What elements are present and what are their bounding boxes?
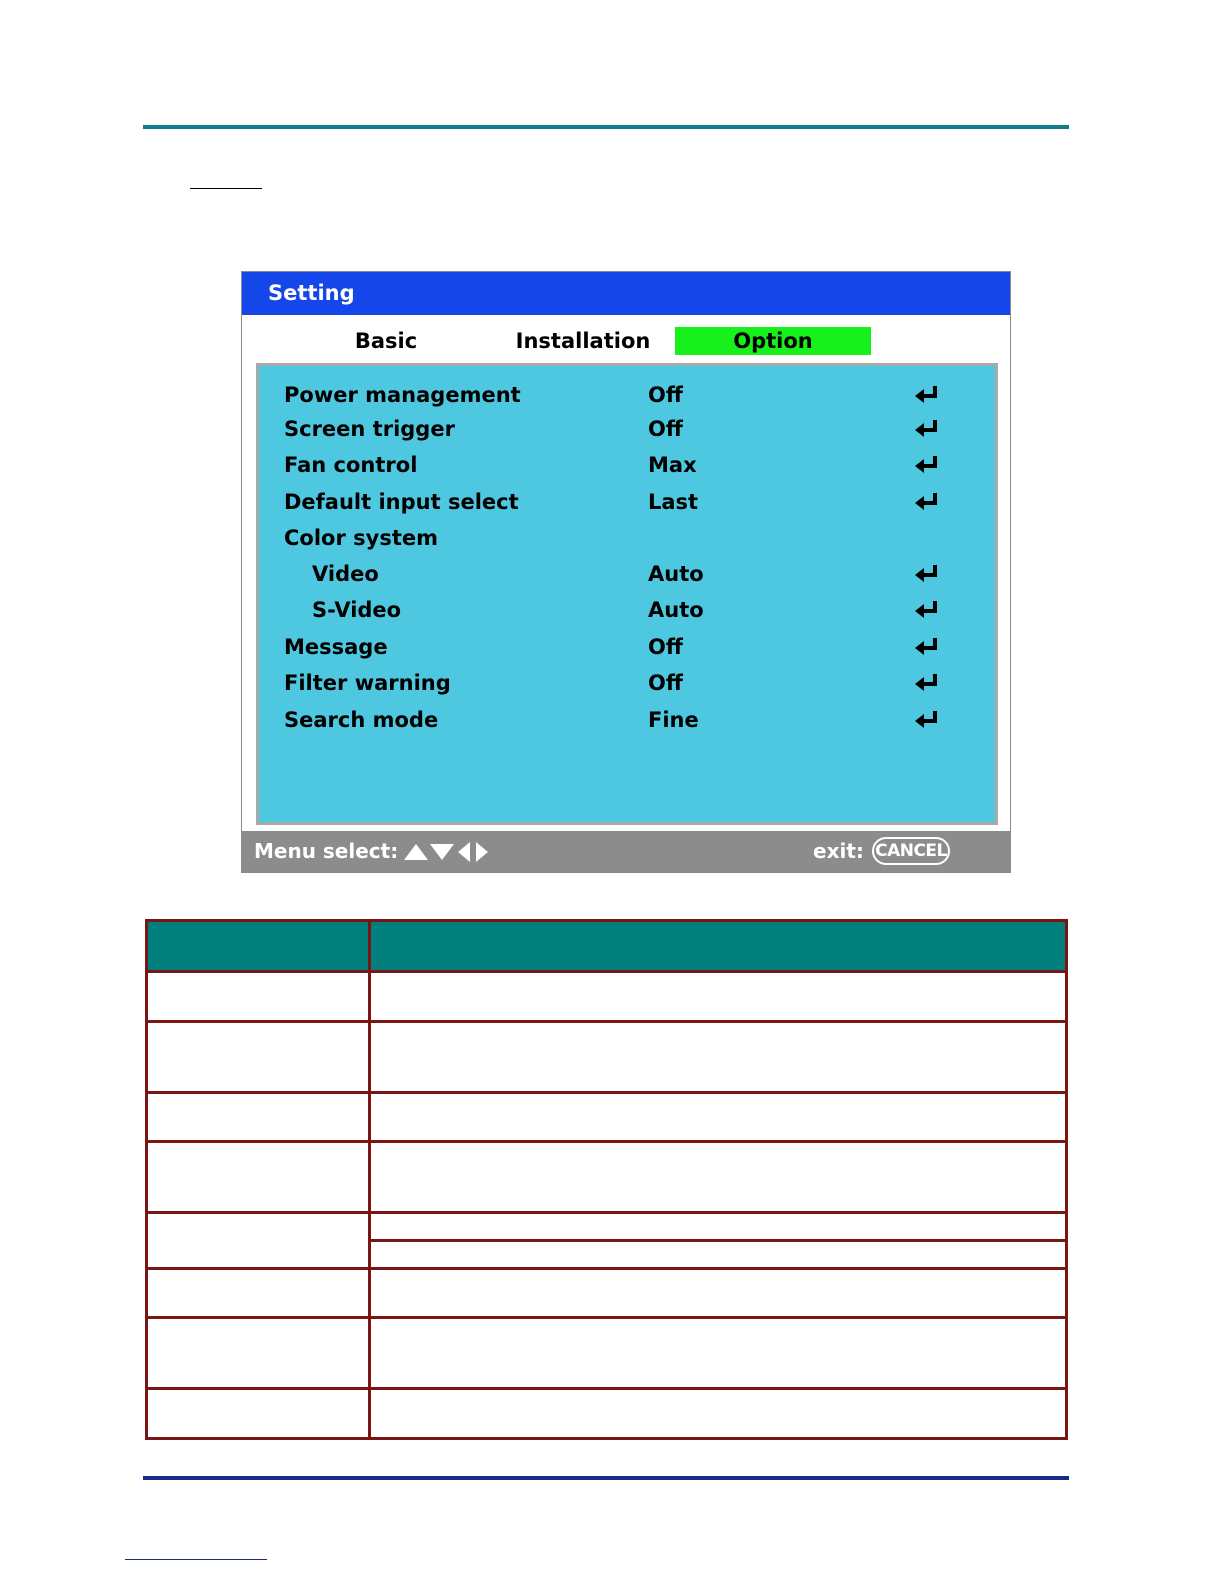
row-value: Max (648, 453, 697, 477)
table-cell (370, 1022, 1067, 1093)
row-value: Off (648, 417, 683, 441)
osd-tab-bar (242, 315, 1010, 367)
table-cell (147, 972, 370, 1022)
row-value: Off (648, 635, 683, 659)
row-value: Auto (648, 562, 704, 586)
row-label: Fan control (284, 453, 418, 477)
row-label: Filter warning (284, 671, 451, 695)
table-row (147, 972, 1067, 1022)
table-header-cell (370, 921, 1067, 972)
menu-row-message[interactable] (259, 632, 995, 662)
row-value: Off (648, 383, 683, 407)
header-rule (143, 125, 1069, 129)
menu-row-default-input-select[interactable] (259, 487, 995, 517)
osd-setting-menu (241, 271, 1011, 873)
table-header-cell (147, 921, 370, 972)
table-row (147, 1142, 1067, 1213)
table-cell (147, 1093, 370, 1142)
osd-footer-bar (242, 831, 1010, 872)
enter-icon (914, 636, 940, 658)
table-cell (147, 1389, 370, 1439)
row-value: Fine (648, 708, 699, 732)
table-cell (147, 1213, 370, 1269)
enter-icon (914, 709, 940, 731)
row-label: Screen trigger (284, 417, 455, 441)
row-label: Video (312, 562, 379, 586)
exit-label: exit: (813, 839, 864, 863)
row-label: Default input select (284, 490, 519, 514)
menu-row-screen-trigger[interactable] (259, 414, 995, 444)
tab-installation[interactable]: Installation (515, 329, 651, 353)
osd-title-bar: Setting (242, 272, 1010, 315)
table-cell (147, 1142, 370, 1213)
enter-icon (914, 454, 940, 476)
enter-icon (914, 599, 940, 621)
table-cell (370, 1213, 1067, 1241)
footer-rule (143, 1476, 1069, 1480)
table-cell (370, 1318, 1067, 1389)
menu-row-video[interactable] (259, 559, 995, 589)
option-description-table (145, 919, 1068, 1440)
enter-icon (914, 672, 940, 694)
table-row (147, 1093, 1067, 1142)
row-label: S-Video (312, 598, 402, 622)
table-cell (370, 1093, 1067, 1142)
row-label: Search mode (284, 708, 439, 732)
row-value: Last (648, 490, 699, 514)
row-value: Off (648, 671, 683, 695)
table-cell (147, 1022, 370, 1093)
table-cell (370, 1389, 1067, 1439)
menu-row-fan-control[interactable] (259, 450, 995, 480)
row-label: Color system (284, 526, 438, 550)
table-row (147, 1269, 1067, 1318)
table-cell (370, 1142, 1067, 1213)
table-cell (370, 972, 1067, 1022)
table-cell (370, 1241, 1067, 1269)
tab-basic[interactable]: Basic (354, 329, 418, 353)
arrow-keys-icon (402, 841, 492, 863)
osd-option-panel (256, 363, 998, 825)
table-cell (147, 1318, 370, 1389)
enter-icon (914, 563, 940, 585)
enter-icon (914, 384, 940, 406)
table-row (147, 1389, 1067, 1439)
menu-row-power-management[interactable] (259, 380, 995, 410)
table-header-row (147, 921, 1067, 972)
tab-option[interactable]: Option (675, 327, 871, 355)
menu-select-label: Menu select: (254, 839, 399, 863)
enter-icon (914, 491, 940, 513)
section-heading-underline (190, 188, 262, 189)
menu-row-s-video[interactable] (259, 595, 995, 625)
row-label: Message (284, 635, 388, 659)
table-cell (147, 1269, 370, 1318)
row-value: Auto (648, 598, 704, 622)
table-row (147, 1022, 1067, 1093)
table-row (147, 1213, 1067, 1241)
table-cell (370, 1269, 1067, 1318)
cancel-button[interactable]: CANCEL (872, 837, 950, 865)
menu-row-color-system (259, 523, 995, 553)
footer-link-underline (125, 1559, 267, 1560)
enter-icon (914, 418, 940, 440)
row-label: Power management (284, 383, 521, 407)
table-row (147, 1318, 1067, 1389)
menu-row-search-mode[interactable] (259, 705, 995, 735)
menu-row-filter-warning[interactable] (259, 668, 995, 698)
